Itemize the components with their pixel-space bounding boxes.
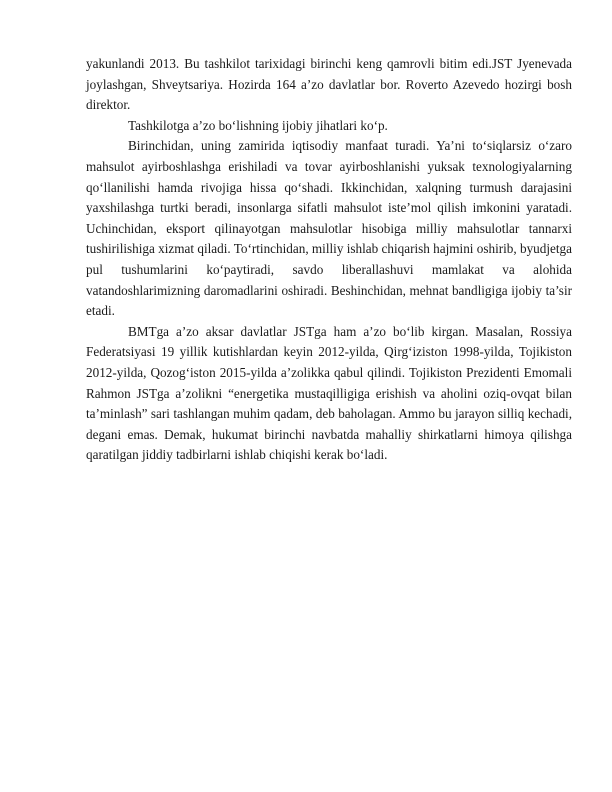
paragraph-member-states: BMTga a’zo aksar davlatlar JSTga ham a’zo bo‘lib kirgan. Masalan, Rossiya Federatsiyasi 19 yillik kutishlardan keyin 2012-yilda, Qirg‘iziston 1998-yilda, Tojikiston 2012-yilda, Qozog‘iston 2015-yilda a’zolikka qabul qilindi. Tojikiston Prezidenti Emomali Rahmon JSTga a’zolikni “energetika mustaqilligiga erishish va aholini oziq-ovqat bilan ta’minlash” sari tashlangan muhim qadam, deb baholagan. Ammo bu jarayon silliq kechadi, degani emas. Demak, hukumat birinchi navbatda mahalliy shirkatlarni himoya qilishga qaratilgan jiddiy tadbirlarni ishlab chiqishi kerak bo‘ladi. [86, 323, 572, 463]
body-text [86, 54, 572, 466]
paragraph-benefits-list: Birinchidan, uning zamirida iqtisodiy manfaat turadi. Ya’ni to‘siqlarsiz o‘zaro mahsulot ayirboshlashga erishiladi va tovar ayirboshlanishi yuksak texnologiyalarning qo‘llanilishi hamda rivojiga hissa qo‘shadi. Ikkinchidan, xalqning turmush darajasini yaxshilashga turtki beradi, insonlarga sifatli mahsulot iste’mol qilish imkonini yaratadi. Uchinchidan, eksport qilinayotgan mahsulotlar hisobiga milliy mahsulotlar tannarxi tushirilishiga xizmat qiladi. To‘rtinchidan, milliy ishlab chiqarish hajmini oshirib, byudjetga pul tushumlarini ko‘paytiradi, savdo liberallashuvi mamlakat va alohida vatandoshlarimizning daromadlarini oshiradi. Beshinchidan, mehnat bandligiga ijobiy ta’sir etadi. [86, 138, 572, 319]
paragraph-continuation: yakunlandi 2013. Bu tashkilot tarixidagi birinchi keng qamrovli bitim edi.JST Jyenevada joylashgan, Shveytsariya. Hozirda 164 a’zo davlatlar bor. Roverto Azevedo hozirgi bosh direktor. [86, 56, 572, 113]
paragraph-membership-benefits: Tashkilotga a’zo bo‘lishning ijobiy jihatlari ko‘p. [128, 117, 388, 133]
